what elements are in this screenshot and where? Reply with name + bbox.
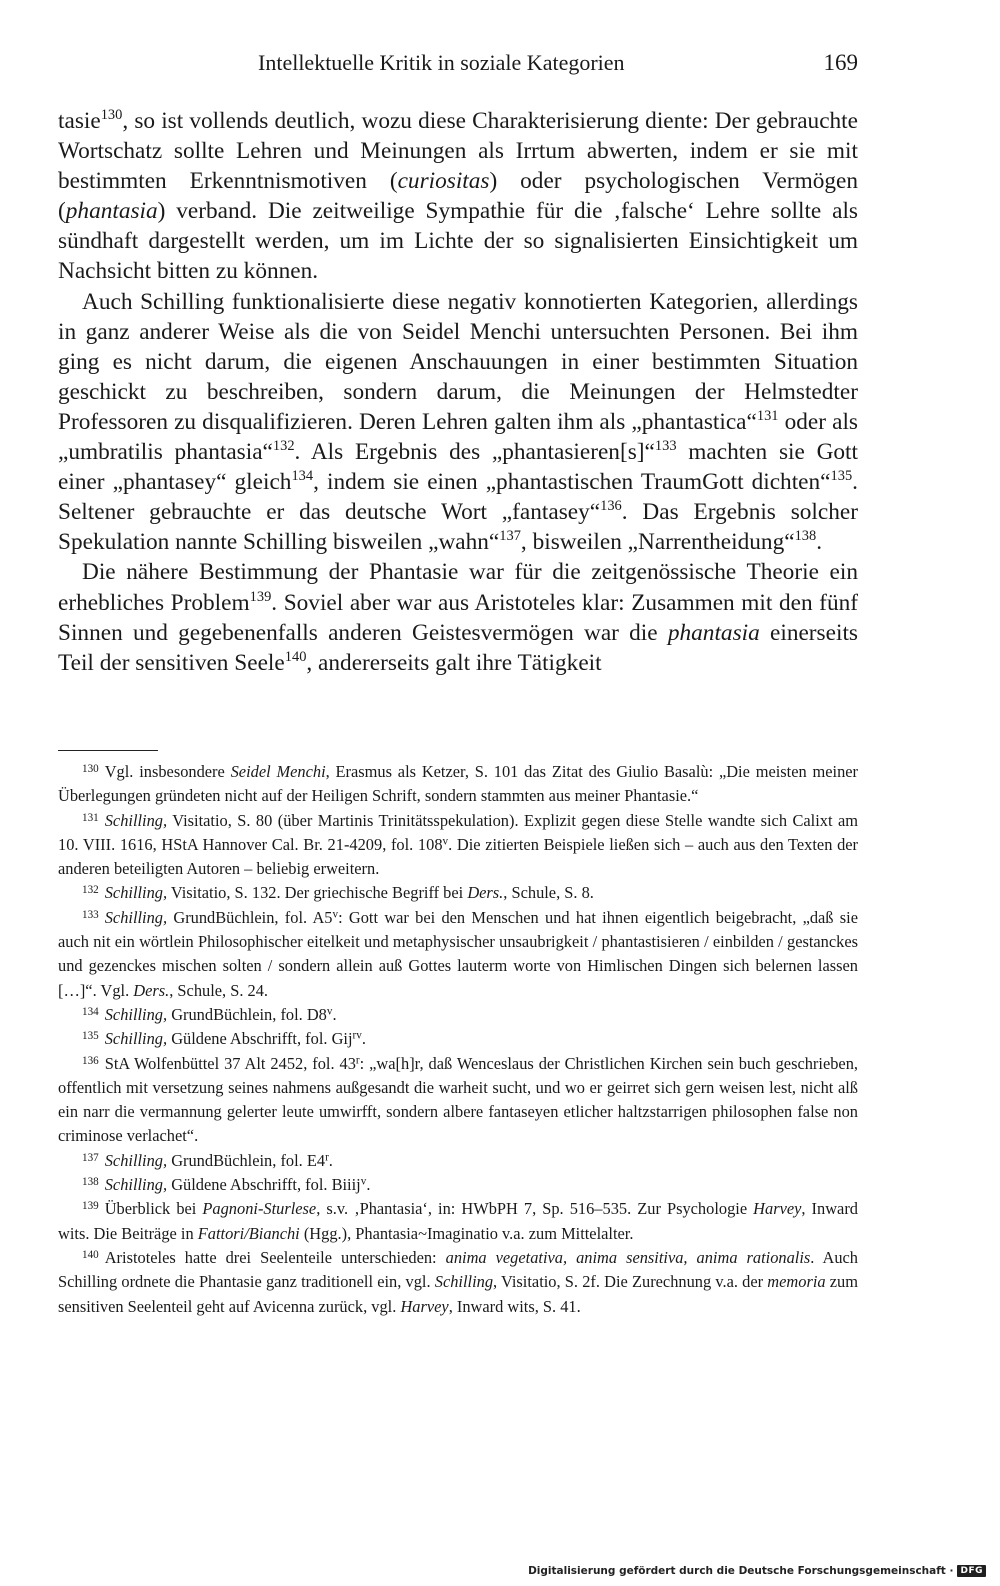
footnote: $^{139}$ Überblick bei Pagnoni-Sturlese, s.v. ‚Phantasia‘, in: HWbPH 7, Sp. 516–535. Zur Psychologie Harvey, Inward wits. Die Beiträge in Fattori/Bianchi (Hgg.), Phantasia~Imaginatio v.a. zum Mittelalter. — [58, 1199, 858, 1243]
paragraph: tasie$^{130}$, so ist vollends deutlich, wozu diese Charakterisierung diente: Der gebrauchte Wortschatz sollte Lehren und Meinungen als Irrtum abwerten, indem er sie mit bestimmten Erkenntnismotiven (curiositas) oder psychologischen Vermögen (phantasia) verband. Die zeitweilige Sympathie für die ‚falsche‘ Lehre sollte als sündhaft dargestellt werden, um im Lichte der so signalisierten Einsichtigkeit um Nachsicht bitten zu können. — [58, 107, 858, 285]
footnote: $^{137}$ Schilling, GrundBüchlein, fol. E4$^r$. — [82, 1150, 333, 1170]
credit-text: Digitalisierung gefördert durch die Deutsche Forschungsgemeinschaft · — [528, 1565, 954, 1577]
footnote: $^{135}$ Schilling, Güldene Abschrifft, fol. Gij$^{rv}$. — [82, 1029, 366, 1049]
footnote: $^{140}$ Aristoteles hatte drei Seelenteile unterschieden: anima vegetativa, anima sensitiva, anima rationalis. Auch Schilling ordnete die Phantasie ganz traditionell ein, vgl. Schilling, Visitatio, S. 2f. Die Zurechnung v.a. der memoria zum sensitiven Seelenteil geht auf Avicenna zurück, vgl. Harvey, Inward wits, S. 41. — [58, 1247, 859, 1316]
page-header — [58, 50, 858, 84]
page-number: 169 — [823, 50, 858, 75]
footnote-separator — [58, 750, 158, 751]
paragraph: Die nähere Bestimmung der Phantasie war für die zeitgenössische Theorie ein erhebliches Problem$^{139}$. Soviel aber war aus Aristoteles klar: Zusammen mit den fünf Sinnen und gegebenenfalls anderen Geistesvermögen war die phantasia einerseits Teil der sensitiven Seele$^{140}$, andererseits galt ihre Tätigkeit — [58, 559, 858, 676]
digitization-credit — [528, 1565, 986, 1577]
dfg-logo-icon: DFG — [957, 1565, 986, 1577]
footnote: $^{132}$ Schilling, Visitatio, S. 132. Der griechische Begriff bei Ders., Schule, S. 8. — [82, 883, 594, 903]
footnote: $^{133}$ Schilling, GrundBüchlein, fol. A5$^v$: Gott war bei den Menschen und hat ihnen eigentlich beigebracht, „daß sie auch nit ein wörtlein Philosophischer eitelkeit und metaphysischer unsaubrigkeit / phantastisieren / einbilden / gestanckes und gezenckes mischen solten / sondern allein auß Gottes lauterm worte von Himlischen Dingen sich belernen lassen […]“. Vgl. Ders., Schule, S. 24. — [58, 907, 858, 1000]
running-title: Intellektuelle Kritik in soziale Kategorien — [258, 50, 625, 75]
main-text — [58, 106, 858, 678]
footnote: $^{138}$ Schilling, Güldene Abschrifft, fol. Biiij$^v$. — [82, 1175, 371, 1195]
footnote: $^{131}$ Schilling, Visitatio, S. 80 (über Martinis Trinitätsspekulation). Explizit gegen diese Stelle wandte sich Calixt am 10. VIII. 1616, HStA Hannover Cal. Br. 21-4209, fol. 108$^v$. Die zitierten Beispiele ließen sich – auch aus den Texten der anderen beteiligten Autoren – beliebig erweitern. — [58, 810, 859, 879]
footnotes — [58, 760, 858, 1319]
footnote: $^{130}$ Vgl. insbesondere Seidel Menchi, Erasmus als Ketzer, S. 101 das Zitat des Giulio Basalù: „Die meisten meiner Überlegungen gründeten nicht auf der Heiligen Schrift, sondern stammten aus meiner Phantasie.“ — [58, 762, 859, 806]
paragraph: Auch Schilling funktionalisierte diese negativ konnotierten Kategorien, allerdings in ganz anderer Weise als die von Seidel Menchi untersuchten Personen. Bei ihm ging es nicht darum, die eigenen Anschauungen in einer bestimmten Situation geschickt zu beschreiben, sondern darum, die Meinungen der Helmstedter Professoren zu disqualifizieren. Deren Lehren galten ihm als „phantastica“$^{131}$ oder als „umbratilis phantasia“$^{132}$. Als Ergebnis des „phantasieren[s]“$^{133}$ machten sie Gott einer „phantasey“ gleich$^{134}$, indem sie einen „phantastischen TraumGott dichten“$^{135}$. Seltener gebrauchte er das deutsche Wort „fantasey“$^{136}$. Das Ergebnis solcher Spekulation nannte Schilling bisweilen „wahn“$^{137}$, bisweilen „Narrentheidung“$^{138}$. — [58, 288, 858, 556]
footnote: $^{136}$ StA Wolfenbüttel 37 Alt 2452, fol. 43$^r$: „wa[h]r, daß Wenceslaus der Christlichen Kirchen sein buch geschrieben, offentlich mit versetzung seines nahmens außgesandt die warheit sucht, und wo er geirret sich gern weisen lest, nicht alß ein narr die vermannung gelerter leute umwirfft, sondern albere fantaseyen etlicher haltzstarrigen philosophen false non criminose verlachet“. — [58, 1053, 858, 1146]
footnote: $^{134}$ Schilling, GrundBüchlein, fol. D8$^v$. — [82, 1004, 337, 1024]
